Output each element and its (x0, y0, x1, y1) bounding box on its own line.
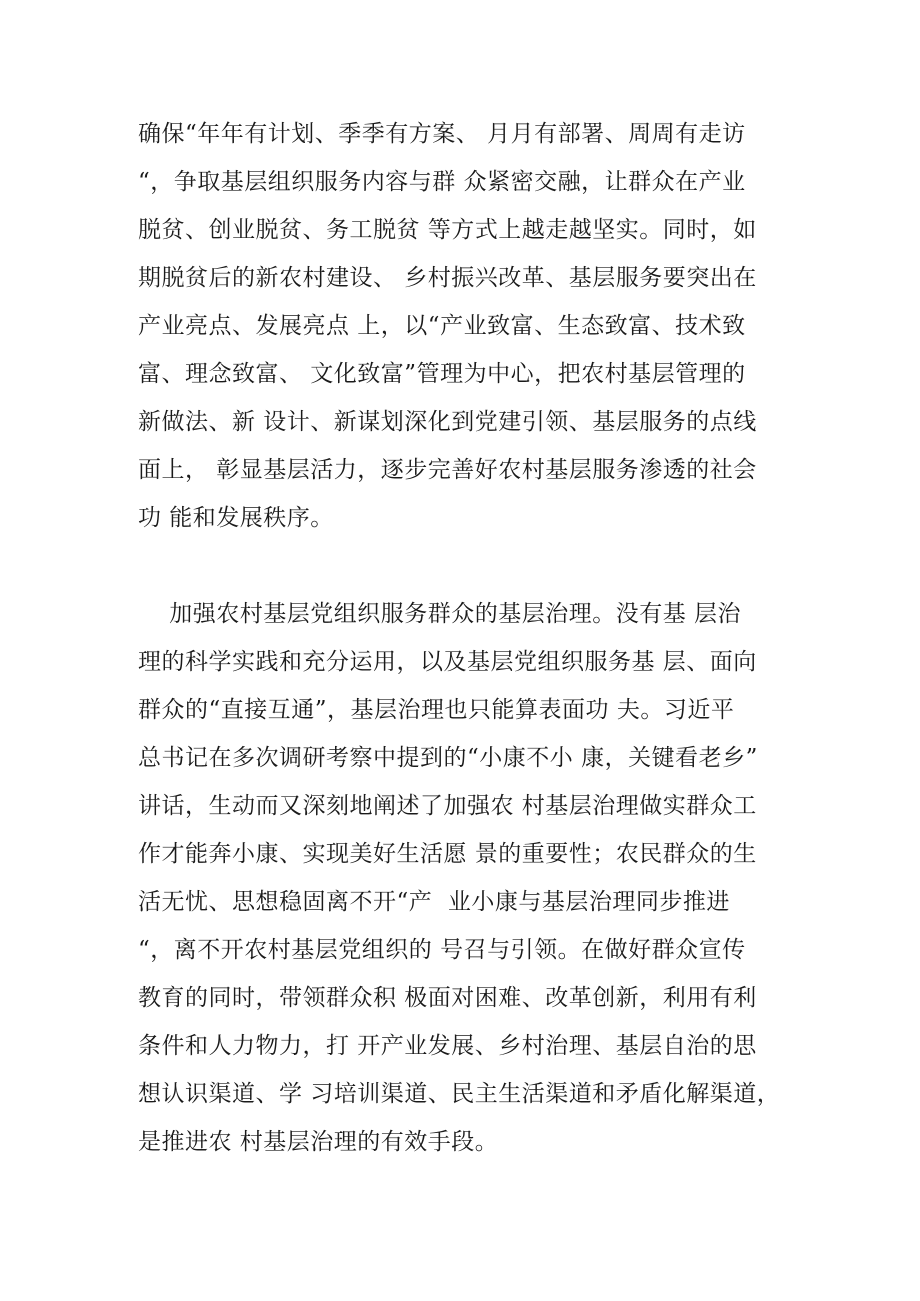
text-line: 脱贫、创业脱贫、务工脱贫 等方式上越走越坚实。同时，如 (138, 217, 757, 243)
text-line: 讲话，生动而又深刻地阐述了加强农 村基层治理做实群众工 (138, 793, 757, 819)
text-line: 产业亮点、发展亮点 上，以“产业致富、生态致富、技术致 (138, 313, 746, 339)
text-line: 富、理念致富、 文化致富”管理为中心，把农村基层管理的 (138, 361, 746, 387)
text-line: 想认识渠道、学 习培训渠道、民主生活渠道和矛盾化解渠道， (138, 1081, 781, 1107)
text-line: 确保“年年有计划、季季有方案、 月月有部署、周周有走访 (138, 121, 746, 147)
text-line: 是推进农 村基层治理的有效手段。 (138, 1129, 499, 1155)
text-line: 功 能和发展秩序。 (138, 505, 334, 531)
paragraph-2 (138, 590, 798, 1166)
text-line: “，争取基层组织服务内容与群 众紧密交融，让群众在产业 (138, 169, 746, 195)
paragraph-1 (138, 110, 798, 542)
text-line: 活无忧、思想稳固离不开“产 业小康与基层治理同步推进 (138, 889, 730, 915)
text-line: “，离不开农村基层党组织的 号召与引领。在做好群众宣传 (138, 937, 746, 963)
text-line: 教育的同时，带领群众积 极面对困难、改革创新，利用有利 (138, 985, 757, 1011)
text-line: 作才能奔小康、实现美好生活愿 景的重要性；农民群众的生 (138, 841, 757, 867)
text-line: 群众的“直接互通”，基层治理也只能算表面功 夫。习近平 (138, 697, 735, 723)
text-line: 总书记在多次调研考察中提到的“小康不小 康，关键看老乡” (138, 745, 758, 771)
text-line: 条件和人力物力，打 开产业发展、乡村治理、基层自治的思 (138, 1033, 757, 1059)
text-line: 加强农村基层党组织服务群众的基层治理。没有基 层治 (138, 601, 742, 627)
text-line: 面上， 彰显基层活力，逐步完善好农村基层服务渗透的社会 (138, 457, 757, 483)
text-line: 理的科学实践和充分运用，以及基层党组织服务基 层、面向 (138, 649, 757, 675)
text-line: 期脱贫后的新农村建设、 乡村振兴改革、基层服务要突出在 (138, 265, 757, 291)
text-line: 新做法、新 设计、新谋划深化到党建引领、基层服务的点线 (138, 409, 757, 435)
